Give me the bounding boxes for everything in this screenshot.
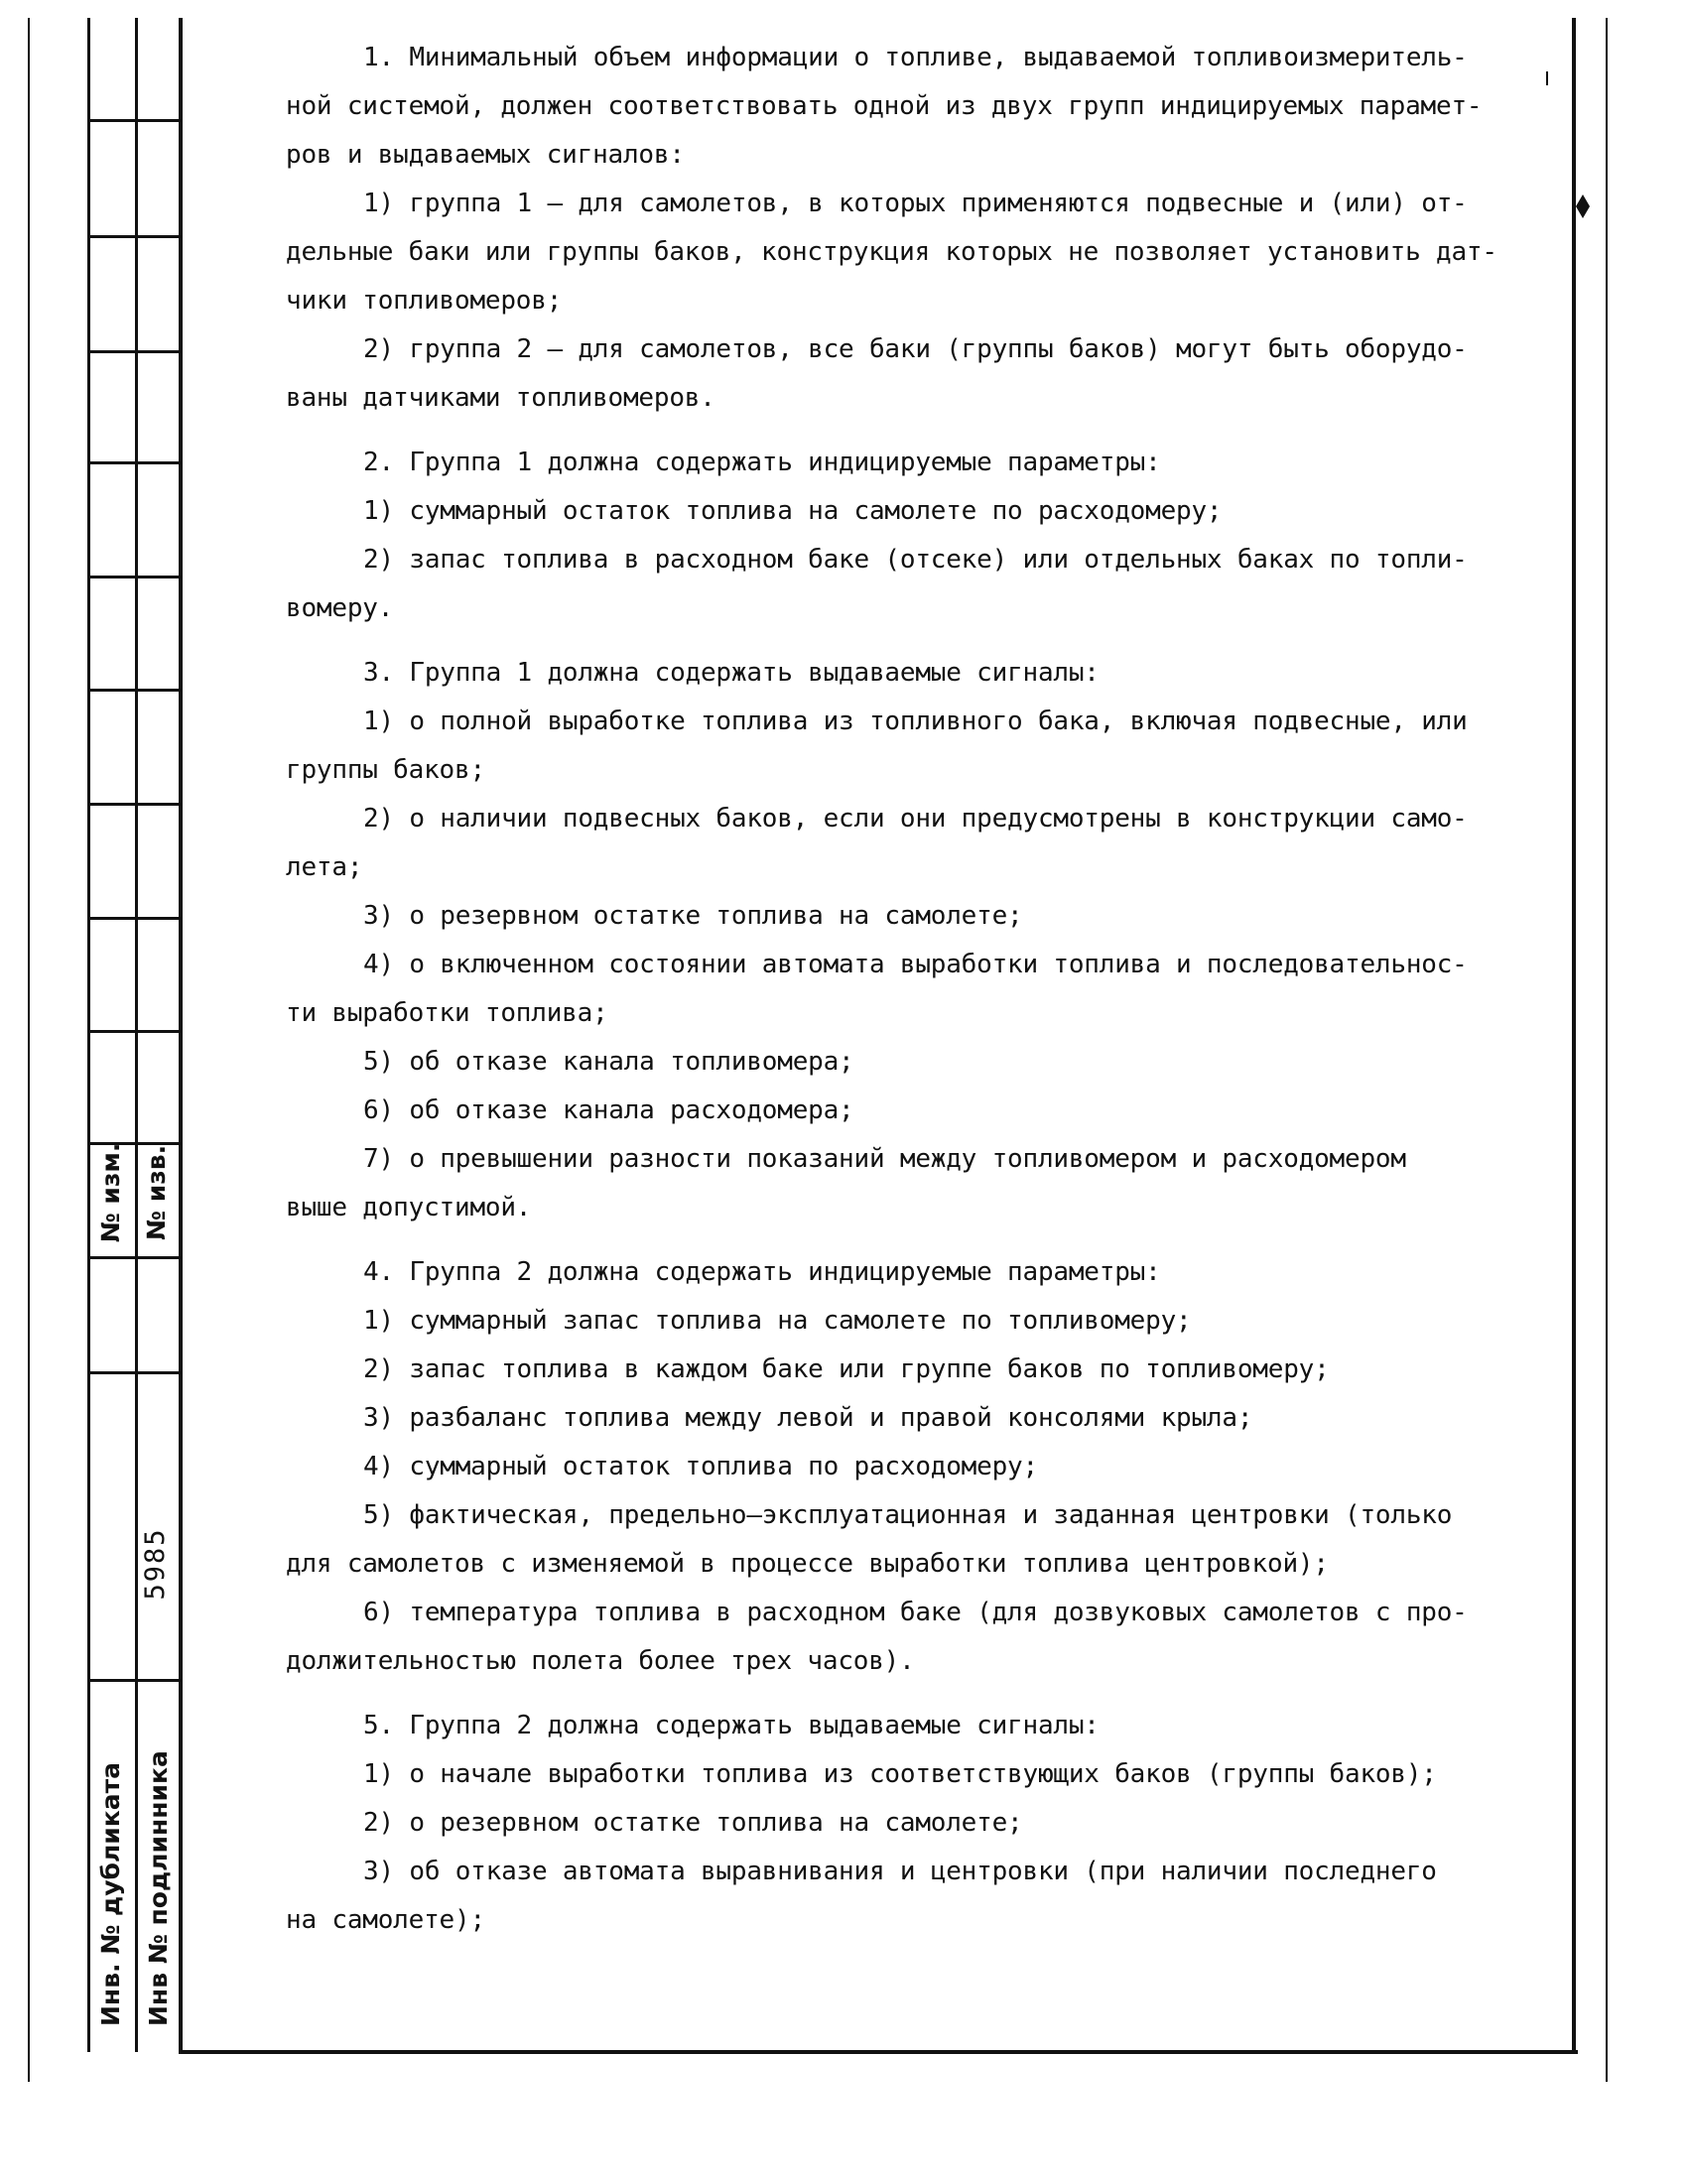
- stamp-divider: [87, 1679, 181, 1682]
- text-line: группы баков;: [286, 755, 485, 785]
- text-line: 6) об отказе канала расходомера;: [363, 1095, 854, 1125]
- stamp-column-left-border: [87, 18, 90, 2052]
- paragraph-gap: [286, 633, 1477, 649]
- text-line: ваны датчиками топливомеров.: [286, 383, 715, 413]
- stamp-divider: [87, 1256, 181, 1259]
- text-line: вомеру.: [286, 593, 394, 623]
- text-line: 4) о включенном состоянии автомата выработки топлива и последовательнос-: [363, 950, 1468, 979]
- text-line: 1) суммарный запас топлива на самолете по топливомеру;: [363, 1306, 1192, 1336]
- text-line: 2) о резервном остатке топлива на самолете;: [363, 1808, 1023, 1838]
- text-line: 2) запас топлива в расходном баке (отсеке) или отдельных баках по топли-: [363, 545, 1468, 575]
- text-line: 5) об отказе канала топливомера;: [363, 1047, 854, 1077]
- stamp-divider: [87, 689, 181, 692]
- stamp-divider: [87, 119, 181, 122]
- text-line: 1. Минимальный объем информации о топливе, выдаваемой топливоизмеритель-: [363, 43, 1468, 72]
- fold-marker-icon: [1576, 206, 1590, 218]
- notice-number-label: № изв.: [142, 1144, 171, 1241]
- stamp-divider: [87, 461, 181, 464]
- paragraph-gap: [286, 1232, 1477, 1248]
- right-border: [1572, 18, 1576, 2054]
- text-line: 3) об отказе автомата выравнивания и центровки (при наличии последнего: [363, 1857, 1437, 1886]
- text-line: 4) суммарный остаток топлива по расходомеру;: [363, 1452, 1038, 1481]
- text-line: должительностью полета более трех часов).: [286, 1646, 915, 1676]
- text-line: выше допустимой.: [286, 1193, 532, 1222]
- inventory-number: 5985: [140, 1527, 171, 1601]
- text-line: 3) о резервном остатке топлива на самолете;: [363, 901, 1023, 931]
- text-line: 3) разбаланс топлива между левой и правой консолями крыла;: [363, 1403, 1253, 1433]
- original-inventory-label: Инв № подлинника: [144, 1750, 173, 2026]
- text-line: лета;: [286, 852, 363, 882]
- text-line: для самолетов с изменяемой в процессе выработки топлива центровкой);: [286, 1549, 1329, 1579]
- text-line: 7) о превышении разности показаний между топливомером и расходомером: [363, 1144, 1406, 1174]
- duplicate-inventory-label: Инв. № дубликата: [96, 1762, 125, 2026]
- text-line: ти выработки топлива;: [286, 998, 608, 1028]
- text-line: 1) о полной выработке топлива из топливного бака, включая подвесные, или: [363, 707, 1468, 736]
- stamp-divider: [87, 917, 181, 920]
- text-line: 5. Группа 2 должна содержать выдаваемые сигналы:: [363, 1711, 1100, 1740]
- text-line: 3. Группа 1 должна содержать выдаваемые сигналы:: [363, 658, 1100, 688]
- text-line: дельные баки или группы баков, конструкция которых не позволяет установить дат-: [286, 237, 1497, 267]
- stamp-divider: [87, 1030, 181, 1033]
- bottom-border: [179, 2050, 1578, 2054]
- text-line: 1) о начале выработки топлива из соответствующих баков (группы баков);: [363, 1759, 1437, 1789]
- paragraph-gap: [286, 1686, 1477, 1702]
- stamp-divider: [87, 803, 181, 806]
- stamp-column-right-border: [179, 18, 183, 2054]
- text-line: 5) фактическая, предельно–эксплуатационная и заданная центровки (только: [363, 1500, 1453, 1530]
- stamp-divider: [87, 350, 181, 353]
- text-line: 2) группа 2 – для самолетов, все баки (группы баков) могут быть оборудо-: [363, 334, 1468, 364]
- text-line: на самолете);: [286, 1905, 485, 1935]
- text-line: 1) группа 1 – для самолетов, в которых применяются подвесные и (или) от-: [363, 189, 1468, 218]
- text-line: ной системой, должен соответствовать одной из двух групп индицируемых парамет-: [286, 91, 1483, 121]
- text-line: 2) о наличии подвесных баков, если они предусмотрены в конструкции само-: [363, 804, 1468, 834]
- left-margin-line: [28, 18, 30, 2082]
- text-line: 4. Группа 2 должна содержать индицируемые параметры:: [363, 1257, 1161, 1287]
- text-line: чики топливомеров;: [286, 286, 563, 316]
- text-line: 6) температура топлива в расходном баке (для дозвуковых самолетов с про-: [363, 1598, 1468, 1627]
- right-margin-tick: [1546, 71, 1548, 85]
- text-line: 2. Группа 1 должна содержать индицируемые параметры:: [363, 448, 1161, 477]
- document-body: [286, 34, 1497, 1945]
- text-line: 2) запас топлива в каждом баке или группе баков по топливомеру;: [363, 1354, 1330, 1384]
- right-outer-line: [1606, 18, 1608, 2082]
- fold-marker-icon: [1576, 194, 1590, 206]
- text-line: 1) суммарный остаток топлива на самолете по расходомеру;: [363, 496, 1223, 526]
- change-number-label: № изм.: [96, 1142, 125, 1243]
- stamp-divider: [87, 1371, 181, 1374]
- stamp-column-mid-border: [135, 18, 138, 2052]
- paragraph-gap: [286, 423, 1477, 439]
- text-line: ров и выдаваемых сигналов:: [286, 140, 685, 170]
- stamp-divider: [87, 235, 181, 238]
- stamp-divider: [87, 576, 181, 578]
